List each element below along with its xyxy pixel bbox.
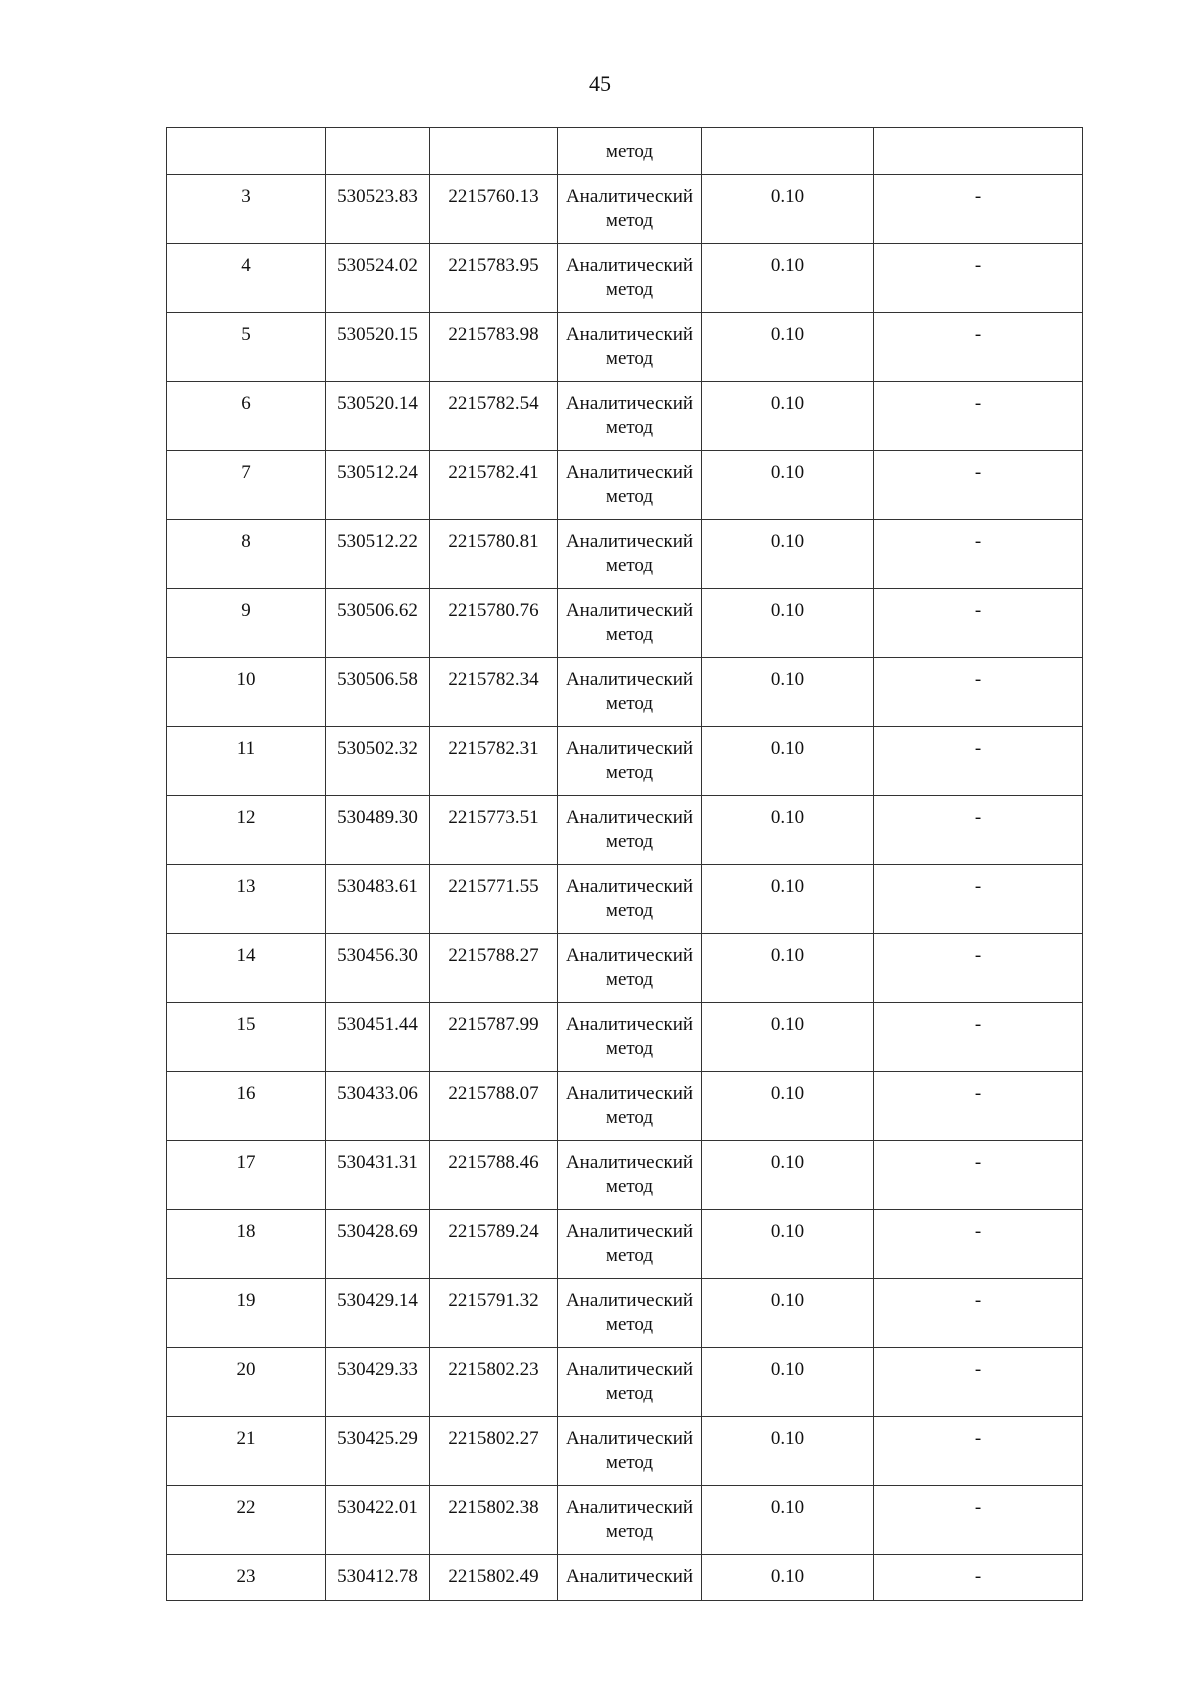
cell-method	[558, 1279, 702, 1348]
cell-method	[558, 520, 702, 589]
cell-accuracy	[702, 128, 874, 175]
cell-y: 2215788.27	[430, 934, 558, 1003]
cell-note: -	[874, 934, 1083, 1003]
cell-accuracy: 0.10	[702, 1348, 874, 1417]
method-line-1: Аналитический	[565, 1152, 694, 1173]
cell-note: -	[874, 865, 1083, 934]
method-line-1: Аналитический	[565, 1014, 694, 1035]
table-row	[167, 589, 1083, 658]
cell-note: -	[874, 313, 1083, 382]
method-line-1: Аналитический	[565, 255, 694, 276]
cell-accuracy: 0.10	[702, 727, 874, 796]
cell-note: -	[874, 1555, 1083, 1601]
cell-point-number: 23	[167, 1555, 326, 1601]
cell-method: Аналитический	[558, 1555, 702, 1601]
table-row	[167, 1348, 1083, 1417]
cell-method	[558, 1210, 702, 1279]
cell-y: 2215782.54	[430, 382, 558, 451]
cell-accuracy: 0.10	[702, 658, 874, 727]
cell-x: 530489.30	[326, 796, 430, 865]
cell-note: -	[874, 727, 1083, 796]
cell-point-number: 22	[167, 1486, 326, 1555]
cell-point-number: 20	[167, 1348, 326, 1417]
cell-method	[558, 382, 702, 451]
table-row	[167, 244, 1083, 313]
cell-x: 530502.32	[326, 727, 430, 796]
table-row	[167, 796, 1083, 865]
cell-x: 530520.15	[326, 313, 430, 382]
coordinates-table	[166, 127, 1083, 1601]
cell-note: -	[874, 175, 1083, 244]
cell-note: -	[874, 1486, 1083, 1555]
cell-accuracy: 0.10	[702, 1555, 874, 1601]
method-line-1: Аналитический	[565, 324, 694, 345]
table-body	[167, 128, 1083, 1601]
cell-accuracy: 0.10	[702, 1072, 874, 1141]
method-line-1: Аналитический	[565, 393, 694, 414]
page-number: 45	[589, 71, 611, 96]
cell-point-number: 7	[167, 451, 326, 520]
cell-y: 2215782.41	[430, 451, 558, 520]
cell-point-number: 18	[167, 1210, 326, 1279]
table-row	[167, 1279, 1083, 1348]
cell-note: -	[874, 520, 1083, 589]
method-line-1: Аналитический	[565, 876, 694, 897]
method-line-2: метод	[605, 1383, 654, 1404]
method-line-2: метод	[605, 1314, 654, 1335]
cell-method	[558, 727, 702, 796]
cell-method	[558, 865, 702, 934]
table-row	[167, 1141, 1083, 1210]
cell-x: 530456.30	[326, 934, 430, 1003]
cell-accuracy: 0.10	[702, 175, 874, 244]
table-row	[167, 727, 1083, 796]
cell-x	[326, 128, 430, 175]
cell-accuracy: 0.10	[702, 1417, 874, 1486]
method-line-2: метод	[605, 417, 654, 438]
method-line-2: метод	[605, 486, 654, 507]
method-line-2: метод	[605, 348, 654, 369]
method-line-1: Аналитический	[565, 738, 694, 759]
table-row	[167, 1555, 1083, 1601]
method-line-2: метод	[605, 210, 654, 231]
cell-note: -	[874, 1417, 1083, 1486]
method-line-2: метод	[605, 279, 654, 300]
cell-x: 530483.61	[326, 865, 430, 934]
cell-y: 2215787.99	[430, 1003, 558, 1072]
method-line-2: метод	[605, 1176, 654, 1197]
cell-x: 530412.78	[326, 1555, 430, 1601]
cell-accuracy: 0.10	[702, 313, 874, 382]
cell-y: 2215789.24	[430, 1210, 558, 1279]
cell-x: 530524.02	[326, 244, 430, 313]
cell-y: 2215771.55	[430, 865, 558, 934]
cell-note: -	[874, 658, 1083, 727]
cell-point-number: 11	[167, 727, 326, 796]
cell-accuracy: 0.10	[702, 382, 874, 451]
cell-note: -	[874, 1003, 1083, 1072]
cell-accuracy: 0.10	[702, 1003, 874, 1072]
cell-note: -	[874, 589, 1083, 658]
table-row	[167, 1210, 1083, 1279]
cell-x: 530512.24	[326, 451, 430, 520]
cell-accuracy: 0.10	[702, 1486, 874, 1555]
cell-note: -	[874, 1279, 1083, 1348]
cell-note: -	[874, 451, 1083, 520]
cell-y: 2215788.07	[430, 1072, 558, 1141]
cell-y: 2215802.27	[430, 1417, 558, 1486]
method-line-2: метод	[605, 1038, 654, 1059]
cell-point-number: 21	[167, 1417, 326, 1486]
cell-point-number: 10	[167, 658, 326, 727]
cell-y: 2215802.38	[430, 1486, 558, 1555]
method-line-2: метод	[605, 1452, 654, 1473]
method-line-1: Аналитический	[565, 531, 694, 552]
cell-point-number: 12	[167, 796, 326, 865]
cell-y: 2215760.13	[430, 175, 558, 244]
method-line-1: Аналитический	[565, 1428, 694, 1449]
table-row	[167, 1072, 1083, 1141]
cell-method	[558, 1072, 702, 1141]
cell-point-number: 8	[167, 520, 326, 589]
cell-method	[558, 1348, 702, 1417]
cell-accuracy: 0.10	[702, 1141, 874, 1210]
cell-y	[430, 128, 558, 175]
cell-point-number: 3	[167, 175, 326, 244]
cell-accuracy: 0.10	[702, 934, 874, 1003]
cell-method	[558, 313, 702, 382]
cell-point-number: 19	[167, 1279, 326, 1348]
cell-accuracy: 0.10	[702, 451, 874, 520]
cell-y: 2215788.46	[430, 1141, 558, 1210]
method-line-1: Аналитический	[565, 1359, 694, 1380]
cell-note	[874, 128, 1083, 175]
method-line-2: метод	[605, 555, 654, 576]
table-row	[167, 175, 1083, 244]
table-row	[167, 865, 1083, 934]
table-row	[167, 520, 1083, 589]
table-row	[167, 451, 1083, 520]
cell-y: 2215782.34	[430, 658, 558, 727]
table-row	[167, 1486, 1083, 1555]
cell-method	[558, 934, 702, 1003]
table-row	[167, 313, 1083, 382]
method-line-1: Аналитический	[565, 945, 694, 966]
cell-x: 530506.58	[326, 658, 430, 727]
cell-point-number: 5	[167, 313, 326, 382]
cell-y: 2215802.23	[430, 1348, 558, 1417]
cell-point-number: 16	[167, 1072, 326, 1141]
cell-point-number: 4	[167, 244, 326, 313]
cell-accuracy: 0.10	[702, 1210, 874, 1279]
method-line-1: Аналитический	[565, 1083, 694, 1104]
cell-note: -	[874, 382, 1083, 451]
cell-y: 2215773.51	[430, 796, 558, 865]
cell-point-number	[167, 128, 326, 175]
cell-method	[558, 658, 702, 727]
cell-method	[558, 451, 702, 520]
cell-note: -	[874, 1210, 1083, 1279]
cell-x: 530429.33	[326, 1348, 430, 1417]
cell-note: -	[874, 796, 1083, 865]
cell-x: 530523.83	[326, 175, 430, 244]
method-line-1: Аналитический	[565, 1221, 694, 1242]
cell-y: 2215791.32	[430, 1279, 558, 1348]
cell-method: метод	[558, 128, 702, 175]
cell-y: 2215780.81	[430, 520, 558, 589]
cell-y: 2215780.76	[430, 589, 558, 658]
cell-y: 2215802.49	[430, 1555, 558, 1601]
method-line-2: метод	[605, 1245, 654, 1266]
cell-x: 530451.44	[326, 1003, 430, 1072]
cell-point-number: 6	[167, 382, 326, 451]
table-row	[167, 934, 1083, 1003]
method-line-2: метод	[605, 831, 654, 852]
cell-method	[558, 1417, 702, 1486]
cell-x: 530431.31	[326, 1141, 430, 1210]
cell-accuracy: 0.10	[702, 796, 874, 865]
cell-method	[558, 796, 702, 865]
cell-point-number: 15	[167, 1003, 326, 1072]
cell-accuracy: 0.10	[702, 1279, 874, 1348]
table-row	[167, 382, 1083, 451]
method-line-2: метод	[605, 969, 654, 990]
cell-method	[558, 244, 702, 313]
method-line-2: метод	[605, 1107, 654, 1128]
cell-x: 530425.29	[326, 1417, 430, 1486]
method-line-1: Аналитический	[565, 462, 694, 483]
method-line-2: метод	[605, 762, 654, 783]
cell-note: -	[874, 1072, 1083, 1141]
method-line-2: метод	[605, 693, 654, 714]
method-line-1: Аналитический	[565, 1290, 694, 1311]
cell-x: 530428.69	[326, 1210, 430, 1279]
cell-method	[558, 1486, 702, 1555]
table-row-continued	[167, 128, 1083, 175]
cell-point-number: 9	[167, 589, 326, 658]
method-line-2: метод	[605, 624, 654, 645]
cell-x: 530506.62	[326, 589, 430, 658]
cell-method	[558, 1141, 702, 1210]
cell-x: 530422.01	[326, 1486, 430, 1555]
cell-method	[558, 175, 702, 244]
table-row	[167, 1417, 1083, 1486]
method-line-2: метод	[605, 900, 654, 921]
cell-x: 530512.22	[326, 520, 430, 589]
table-row	[167, 658, 1083, 727]
method-line-2: метод	[605, 1521, 654, 1542]
method-line-1: Аналитический	[565, 1497, 694, 1518]
cell-accuracy: 0.10	[702, 865, 874, 934]
cell-note: -	[874, 1348, 1083, 1417]
cell-note: -	[874, 1141, 1083, 1210]
cell-note: -	[874, 244, 1083, 313]
method-line-1: Аналитический	[565, 807, 694, 828]
cell-point-number: 14	[167, 934, 326, 1003]
cell-y: 2215783.95	[430, 244, 558, 313]
cell-x: 530429.14	[326, 1279, 430, 1348]
method-line-1: Аналитический	[565, 669, 694, 690]
cell-y: 2215783.98	[430, 313, 558, 382]
cell-method	[558, 1003, 702, 1072]
method-line-1: Аналитический	[565, 600, 694, 621]
cell-method	[558, 589, 702, 658]
method-line-1: Аналитический	[565, 186, 694, 207]
cell-y: 2215782.31	[430, 727, 558, 796]
cell-x: 530520.14	[326, 382, 430, 451]
cell-x: 530433.06	[326, 1072, 430, 1141]
cell-point-number: 13	[167, 865, 326, 934]
cell-accuracy: 0.10	[702, 589, 874, 658]
cell-accuracy: 0.10	[702, 520, 874, 589]
cell-point-number: 17	[167, 1141, 326, 1210]
cell-accuracy: 0.10	[702, 244, 874, 313]
table-row	[167, 1003, 1083, 1072]
